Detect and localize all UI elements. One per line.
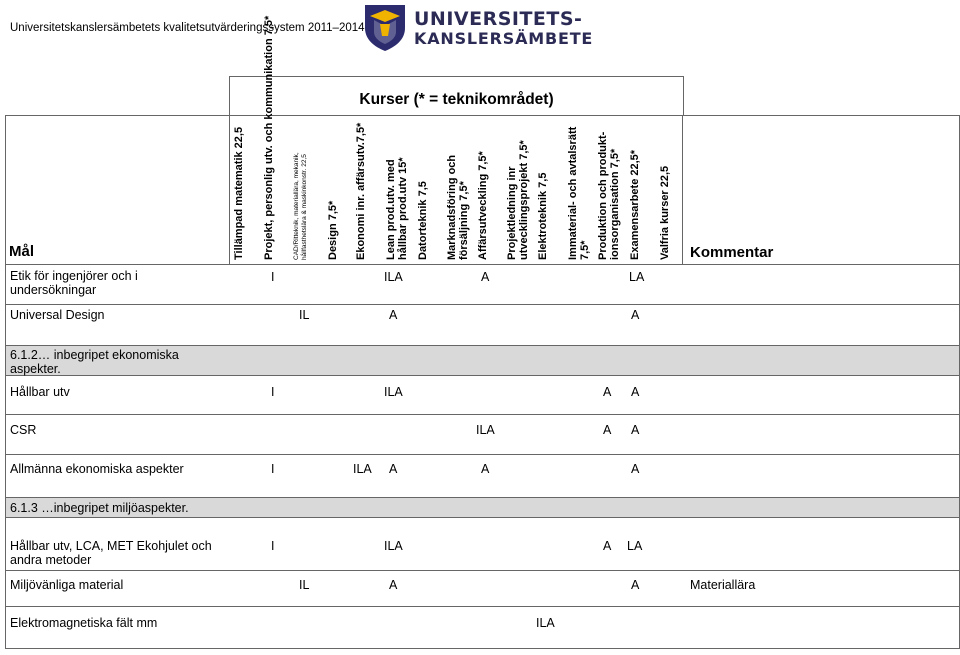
crest-icon [362,2,408,52]
table-cell: I [271,539,275,553]
table-cell: ILA [353,462,372,476]
column-header: Affärsutveckling 7,5* [477,151,489,260]
table-cell: ILA [476,423,495,437]
row-label: CSR [10,423,37,437]
table-cell: A [603,539,612,553]
table-cell: A [389,308,398,322]
column-header: Datorteknik 7,5 [417,181,429,260]
table-cell: A [631,385,640,399]
grid-line [5,345,960,346]
table-cell: A [631,462,640,476]
grid-line [5,517,960,518]
row-label: Miljövänliga material [10,578,124,592]
row-label: Allmänna ekonomiska aspekter [10,462,184,476]
table-cell: A [603,385,612,399]
column-header: Immaterial- och avtalsrätt 7,5* [567,126,591,260]
table-cell: IL [299,578,310,592]
table-cell: LA [629,270,645,284]
grid-line [5,497,960,498]
column-header: Projektledning inr utvecklingsprojekt 7,5* [506,140,530,260]
table-cell: A [481,270,490,284]
row-label: Hållbar utv, LCA, MET Ekohjulet och andra metoder [10,539,212,567]
table-cell: I [271,270,275,284]
table-cell: A [631,423,640,437]
grid-line [229,115,230,265]
table-title: Kurser (* = teknikområdet) [359,91,554,108]
column-header: Elektroteknik 7,5 [537,172,549,260]
column-header: Tillämpad matematik 22,5 [233,126,245,260]
document-header: Universitetskanslersämbetets kvalitetsutvärderingssystem 2011–2014 [10,22,365,34]
table-cell: A [389,462,398,476]
column-header: Lean prod.utv. med hållbar prod.utv 15* [385,157,409,260]
table-cell: ILA [384,270,403,284]
row-label: Elektromagnetiska fält mm [10,616,158,630]
grid-line [5,648,960,649]
column-header: Projekt, personlig utv. och kommunikation 7,5* [263,15,275,260]
grid-line [5,414,960,415]
grid-line [5,304,960,305]
table-cell: A [603,423,612,437]
grid-line [5,115,6,648]
table-cell: I [271,385,275,399]
table-cell: LA [627,539,643,553]
grid-line [5,606,960,607]
grid-line [5,570,960,571]
column-header: Valfria kurser 22,5 [659,165,671,260]
grid-line [682,115,683,265]
kommentar-header: Kommentar [690,244,774,261]
table-cell: ILA [384,539,403,553]
row-comment: Materiallära [690,578,756,592]
column-header: CAD/Ritteknik, materiallära, mekanik, hållfasthetslära & maskinkonstr. 22,5 [293,152,308,260]
grid-line [5,454,960,455]
table-cell: A [481,462,490,476]
table-cell: ILA [536,616,555,630]
row-label: Hållbar utv [10,385,70,399]
section-label: 6.1.2… inbegripet ekonomiska aspekter. [10,348,179,376]
grid-line [5,115,960,116]
mal-header: Mål [9,243,35,260]
logo-text-line1: UNIVERSITETS- [414,8,583,30]
column-header: Ekonomi inr. affärsutv.7,5* [355,122,367,260]
logo-text-line2: KANSLERSÄMBETE [414,29,594,48]
table-title-box [229,76,684,115]
table-cell: ILA [384,385,403,399]
logo [362,2,592,54]
table-cell: I [271,462,275,476]
section-label: 6.1.3 …inbegripet miljöaspekter. [10,501,189,515]
table-cell: A [389,578,398,592]
column-header: Produktion och produkt-ionsorganisation 7,5* [597,131,621,260]
row-label: Etik för ingenjörer och i undersökningar [10,269,138,297]
column-header: Design 7,5* [327,200,339,260]
row-label: Universal Design [10,308,105,322]
column-header: Examensarbete 22,5* [629,149,641,260]
grid-line [5,264,960,265]
table-cell: IL [299,308,310,322]
table-cell: A [631,308,640,322]
table-cell: A [631,578,640,592]
column-header: Marknadsföring och försäljning 7,5* [446,154,470,260]
